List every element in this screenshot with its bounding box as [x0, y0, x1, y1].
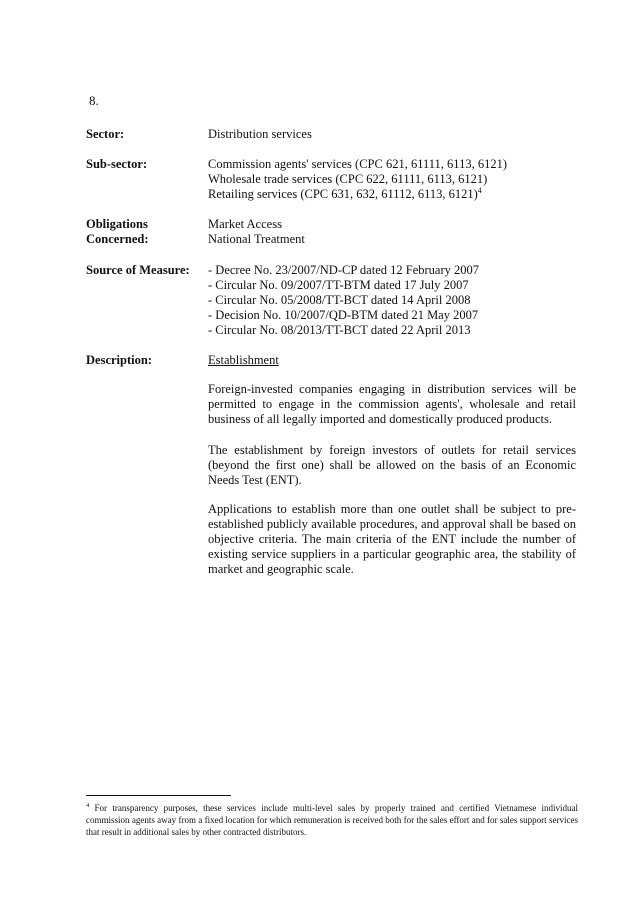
description-paragraph: Foreign-invested companies engaging in distribution services will be permitted to engage in the commission agents', wholesale and retail business of all legally imported and domestically produced products. — [208, 382, 576, 426]
sector-text: Distribution services — [208, 127, 312, 141]
obligations-label-line: Obligations — [86, 217, 148, 231]
description-heading: Establishment — [208, 353, 279, 367]
obligations-label-line: Concerned: — [86, 232, 149, 246]
subsector-line: Wholesale trade services (CPC 622, 61111, 6113, 6121) — [208, 172, 488, 186]
obligation-item: Market Access — [208, 217, 282, 231]
obligations-value — [208, 217, 576, 247]
description-value — [208, 353, 576, 368]
subsector-label: Sub-sector: — [86, 157, 148, 171]
subsector-line: Commission agents' services (CPC 621, 61111, 6113, 6121) — [208, 157, 507, 171]
obligation-item: National Treatment — [208, 232, 305, 246]
sector-label: Sector: — [86, 127, 125, 141]
subsector-value — [208, 157, 576, 202]
footnote-reference[interactable]: 4 — [477, 185, 482, 195]
source-item: - Decision No. 10/2007/QD-BTM dated 21 May 2007 — [208, 308, 479, 322]
source-label: Source of Measure: — [86, 263, 190, 277]
description-paragraph: Applications to establish more than one outlet shall be subject to pre-established publicly available procedures, and approval shall be based on objective criteria. The main criteria of the ENT include the number of existing service suppliers in a particular geographic area, the stability of market and geographic scale. — [208, 502, 576, 576]
footnote-text: For transparency purposes, these services include multi-level sales by properly trained and certified Vietnamese individual commission agents away from a fixed location for which remuneration is received both for the sales effort and for sales support services that result in additional sales by other contracted distributors. — [86, 803, 579, 837]
source-item: - Circular No. 09/2007/TT-BTM dated 17 July 2007 — [208, 278, 469, 292]
description-paragraph: The establishment by foreign investors of outlets for retail services (beyond the first one) shall be allowed on the basis of an Economic Needs Test (ENT). — [208, 443, 576, 487]
description-label: Description: — [86, 353, 152, 367]
entry-number: 8. — [89, 93, 99, 108]
subsector-line-with-ref — [208, 187, 576, 202]
source-item: - Decree No. 23/2007/ND-CP dated 12 February 2007 — [208, 263, 480, 277]
footnote-marker: 4 — [86, 802, 90, 809]
obligations-label — [86, 217, 204, 247]
subsector-line: Retailing services (CPC 631, 632, 61112, 6113, 6121) — [208, 187, 478, 201]
source-item: - Circular No. 05/2008/TT-BCT dated 14 April 2008 — [208, 293, 471, 307]
footnote-separator — [86, 795, 231, 796]
source-item: - Circular No. 08/2013/TT-BCT dated 22 April 2013 — [208, 323, 471, 337]
source-value — [208, 263, 576, 338]
sector-value — [208, 127, 576, 142]
footnote — [86, 802, 578, 838]
